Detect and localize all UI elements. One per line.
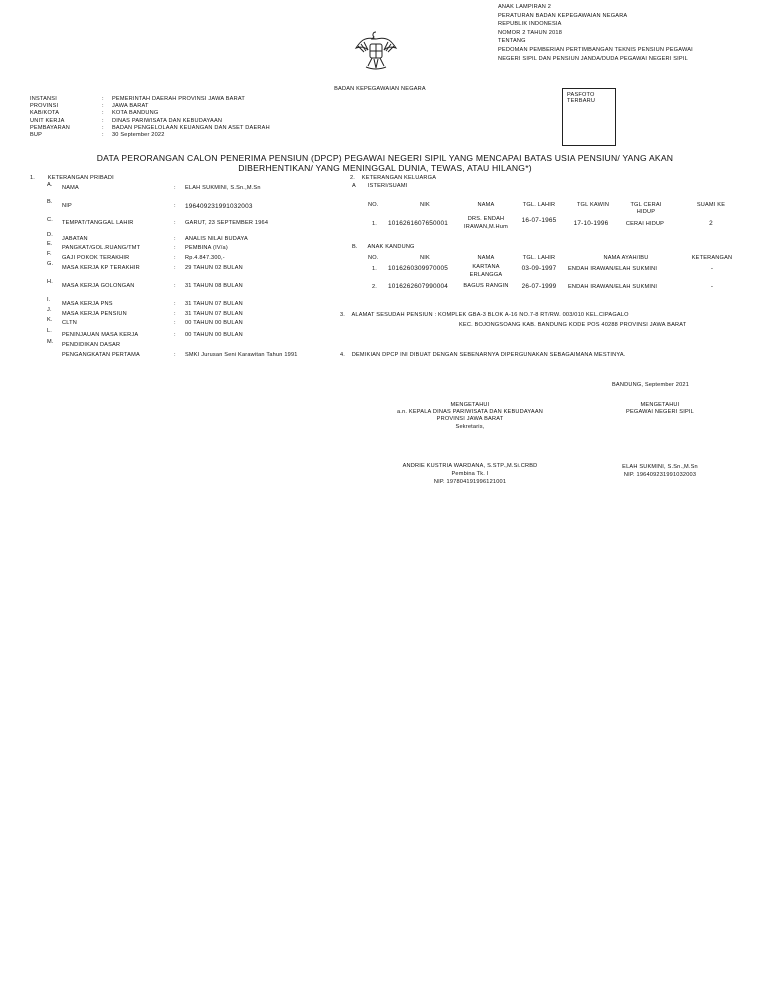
item-label: PENGANGKATAN PERTAMA [62,352,140,358]
sub-a-heading [352,183,407,189]
header-line: NOMOR 2 TAHUN 2018 [498,29,563,36]
colon: : [174,220,176,226]
cell-ortu: ENDAH IRAWAN/ELAH SUKMINI [568,284,658,290]
colon: : [174,265,176,271]
title-line-2: DIBERHENTIKAN/ YANG MENINGGAL DUNIA, TEWAS, ATAU HILANG*) [238,163,532,173]
header-line: PEDOMAN PEMBERIAN PERTIMBANGAN TEKNIS PENSIUN PEGAWAI [498,46,693,53]
pribadi-row [62,255,322,261]
colon: : [174,203,176,209]
pribadi-row [62,185,322,191]
instansi-value: BADAN PENGELOLAAN KEUANGAN DAN ASET DAERAH [112,124,270,131]
item-value: 29 TAHUN 02 BULAN [185,265,243,271]
instansi-row [30,96,350,103]
agency-title: BADAN KEPEGAWAIAN NEGARA [334,86,426,92]
section-number: 1. [30,175,36,181]
sign-line: PEGAWAI NEGERI SIPIL [626,409,694,416]
col-header: KETERANGAN [691,255,733,261]
photo-box [562,88,616,146]
pribadi-row [62,332,322,338]
colon: : [174,320,176,326]
signature-left [380,402,560,431]
colon: : [174,185,176,191]
cell-no: 1. [372,266,378,272]
item-value: 00 TAHUN 00 BULAN [185,320,243,326]
sign-line: MENGETAHUI [640,402,680,408]
item-label: GAJI POKOK TERAKHIR [62,255,130,261]
header-line: REPUBLIK INDONESIA [498,21,562,28]
header-line: PERATURAN BADAN KEPEGAWAIAN NEGARA [498,12,628,19]
cell-ket: - [710,265,714,272]
pribadi-row [47,182,53,188]
instansi-block [30,96,350,139]
address-line-2: KEC. BOJONGSOANG KAB. BANDUNG KODE POS 40288 PROVINSI JAWA BARAT [459,322,687,328]
item-label: MASA KERJA PENSIUN [62,311,127,317]
pribadi-letter: J. [47,307,52,313]
signature-left-name [380,463,560,486]
header-right-block [498,3,693,63]
item-label: TEMPAT/TANGGAL LAHIR [62,220,134,226]
cell-lahir: 26-07-1999 [521,283,557,290]
pribadi-row [62,203,322,210]
instansi-row [30,132,350,139]
cell-ket: - [710,283,714,290]
pribadi-row [62,220,322,226]
colon: : [102,110,104,117]
pribadi-letter: K. [47,317,53,323]
item-label: MASA KERJA KP TERAKHIR [62,265,140,271]
section-title: KETERANGAN PRIBADI [47,175,114,181]
colon: : [174,332,176,338]
cell-lahir: 16-07-1965 [521,217,557,224]
pribadi-letter: C. [47,217,53,223]
signer-name: ELAH SUKMINI, S.Sn.,M.Sn [622,464,698,470]
instansi-value: PEMERINTAH DAERAH PROVINSI JAWA BARAT [112,96,245,102]
instansi-label: KAB/KOTA [30,110,60,117]
signer-nip: NIP. 196409231991032003 [623,472,697,478]
item-label: MASA KERJA GOLONGAN [62,283,135,289]
item-value: 31 TAHUN 08 BULAN [185,283,243,289]
pribadi-letter: B. [47,199,53,205]
pribadi-row [62,352,322,360]
pribadi-letter: I. [47,297,51,303]
item-label: NAMA [62,185,79,191]
sign-line: MENGETAHUI [450,402,490,408]
signature-right [600,402,720,416]
section-number: 2. [350,175,356,181]
sign-line: PROVINSI JAWA BARAT [436,416,504,423]
section-1-heading [30,175,114,181]
cell-nama: KARTANA ERLANGGA [469,264,503,278]
sub-title: ISTERI/SUAMI [367,183,408,189]
signer-rank: Pembina Tk. I [451,470,489,477]
header-line: ANAK LAMPIRAN 2 [498,4,552,10]
section-4-statement [340,352,626,358]
instansi-label: INSTANSI [30,96,57,102]
colon: : [174,255,176,261]
pribadi-row [62,283,322,289]
instansi-label: UNIT KERJA [30,117,65,124]
colon: : [174,283,176,289]
item-value: Rp.4.847.300,- [185,255,225,261]
item-value: GARUT, 23 SEPTEMBER 1964 [185,220,269,226]
cell-ortu: ENDAH IRAWAN/ELAH SUKMINI [568,266,658,272]
instansi-label: PEMBAYARAN [30,124,71,131]
pribadi-letter: F. [47,251,52,257]
pribadi-row [62,301,322,307]
document-title [40,153,730,173]
colon: : [174,245,176,251]
pribadi-letter: G. [47,261,54,267]
pribadi-letter: L. [47,328,53,334]
item-label: JABATAN [62,236,88,242]
colon: : [102,132,104,139]
pribadi-row [62,236,322,242]
item-label: PENDIDIKAN DASAR [62,342,121,348]
photo-label: TERBARU [567,98,596,104]
item-value: 00 TAHUN 00 BULAN [185,332,243,338]
pribadi-row [62,311,322,317]
instansi-row [30,125,350,132]
col-header: NAMA [477,255,495,261]
instansi-row [30,110,350,117]
col-header: NO. [368,255,379,261]
item-letter: A. [47,182,53,188]
item-value: PEMBINA (IV/a) [185,245,228,251]
sign-line: Sekretaris, [455,423,485,430]
item-value: 31 TAHUN 07 BULAN [185,311,243,317]
sub-letter: B. [352,244,358,250]
item-value: SMKI Jurusan Seni Karawitan Tahun 1991 [185,352,298,358]
address-line-1: KOMPLEK GBA-3 BLOK A-16 NO.7-8 RT/RW. 003/010 KEL.CIPAGALO [438,312,629,318]
section-number: 3. [340,312,346,318]
cell-nik: 1016260309970005 [388,265,449,272]
header-line: NEGERI SIPIL DAN PENSIUN JANDA/DUDA PEGAWAI NEGERI SIPIL [498,55,688,62]
colon: : [174,301,176,307]
col-header: NO. [368,202,379,208]
sub-title: ANAK KANDUNG [367,244,415,250]
pribadi-letter: D. [47,232,53,238]
cell-nik: 1016261607650001 [388,220,449,227]
col-header: NIK [420,255,430,261]
section-number: 4. [340,352,346,358]
cell-no: 1. [372,221,378,227]
pribadi-row [62,342,322,348]
col-header: TGL KAWIN [576,202,610,208]
col-header: SUAMI KE [696,202,726,208]
pribadi-letter: H. [47,279,53,285]
cell-lahir: 03-09-1997 [521,265,557,272]
signer-name: ANDRIE KUSTRIA WARDANA, S.STP.,M.Si.CRBD [402,463,538,469]
item-label: NIP [62,203,72,209]
pribadi-letter: M. [47,339,54,345]
cell-cerai: CERAI HIDUP [625,221,665,227]
cell-kawin: 17-10-1996 [573,220,609,227]
col-header: TGL CERAI HIDUP [630,202,662,215]
section-3-address [340,312,629,318]
instansi-value: DINAS PARIWISATA DAN KEBUDAYAAN [112,117,223,124]
item-value: ELAH SUKMINI, S.Sn.,M.Sn [185,185,261,191]
photo-label: PASFOTO [567,92,595,98]
instansi-label: BUP [30,132,43,139]
address-label: ALAMAT SESUDAH PENSIUN : [351,312,437,318]
instansi-row [30,118,350,125]
signer-nip: NIP. 197804191996121001 [433,478,507,485]
colon: : [102,96,104,102]
sign-line: a.n. KEPALA DINAS PARIWISATA DAN KEBUDAYAAN [397,409,543,416]
cell-nik: 1016262607990004 [388,283,449,290]
colon: : [174,236,176,242]
item-label: PANGKAT/GOL.RUANG/TMT [62,245,141,251]
statement-text: DEMIKIAN DPCP INI DIBUAT DENGAN SEBENARNYA DIPERGUNAKAN SEBAGAIMANA MESTINYA. [351,352,626,358]
colon: : [102,103,104,110]
instansi-value: 30 September 2022 [112,132,165,139]
col-header: TGL. LAHIR [522,255,556,261]
place-date: BANDUNG, September 2021 [612,382,690,388]
cell-nama: BAGUS RANGIN [463,283,509,289]
col-header: NAMA [477,202,495,208]
colon: : [174,352,176,358]
col-header: TGL. LAHIR [522,202,556,208]
section-2-heading [350,175,436,181]
signature-right-name [600,463,720,479]
item-label: MASA KERJA PNS [62,301,113,307]
pribadi-letter: E. [47,241,53,247]
colon: : [102,117,104,124]
pribadi-row [62,245,322,251]
pribadi-row [62,320,322,326]
colon: : [102,124,104,131]
instansi-label: PROVINSI [30,103,59,110]
colon: : [174,311,176,317]
cell-ke: 2 [709,220,713,227]
item-label: PENINJAUAN MASA KERJA [62,332,139,338]
sub-b-heading [352,244,415,250]
title-line-1: DATA PERORANGAN CALON PENERIMA PENSIUN (DPCP) PEGAWAI NEGERI SIPIL YANG MENCAPAI BATAS USIA PENSIUN/ YANG AKAN [96,153,674,163]
col-header: NIK [420,202,430,208]
pribadi-row [62,265,322,271]
garuda-emblem-icon [354,26,398,72]
sub-letter: A [352,183,356,189]
instansi-row [30,103,350,110]
header-line: TENTANG [498,38,526,45]
instansi-value: KOTA BANDUNG [112,110,159,117]
section-title: KETERANGAN KELUARGA [361,175,437,181]
item-value: ANALIS NILAI BUDAYA [185,236,248,242]
col-header: NAMA AYAH/IBU [603,255,649,261]
item-value: 31 TAHUN 07 BULAN [185,301,243,307]
cell-nama: DRS. ENDAH IRAWAN,M.Hum [464,216,508,230]
item-value: 196409231991032003 [185,203,253,210]
instansi-value: JAWA BARAT [112,103,149,110]
cell-no: 2. [372,284,378,290]
item-label: CLTN [62,320,77,326]
